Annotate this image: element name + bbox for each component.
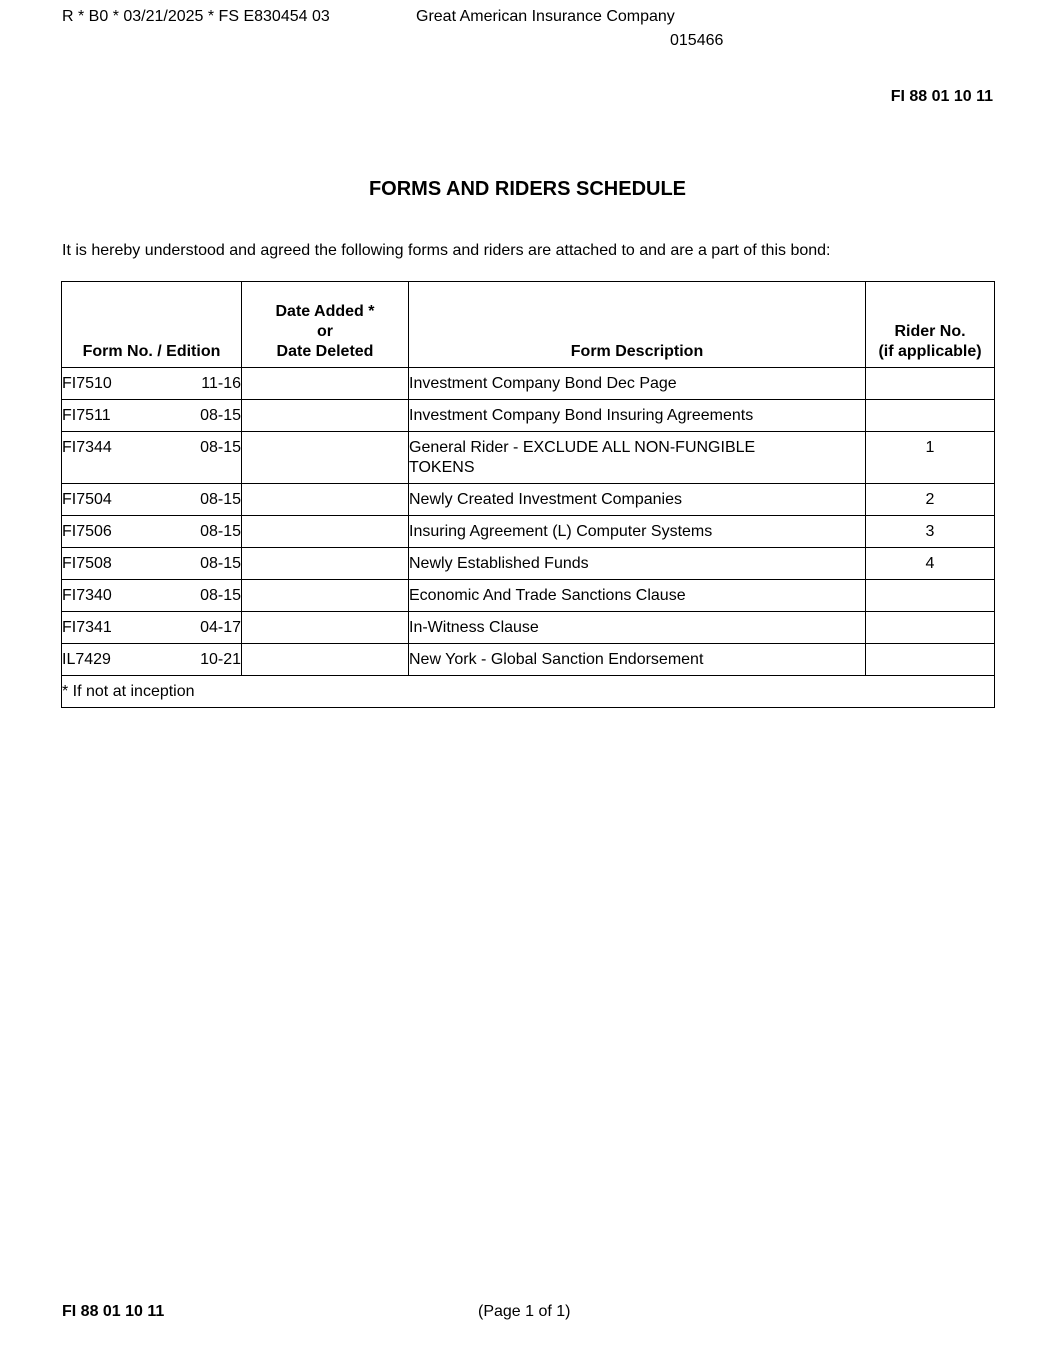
rider-number: 1 xyxy=(866,432,995,484)
header-form-code: FI 88 01 10 11 xyxy=(890,88,993,105)
date-cell xyxy=(242,400,409,432)
table-row xyxy=(62,400,995,432)
form-description: In-Witness Clause xyxy=(409,612,866,644)
form-number: FI7340 xyxy=(62,587,112,604)
header-date xyxy=(242,282,409,368)
form-edition: 08-15 xyxy=(200,555,241,572)
form-edition: 10-21 xyxy=(200,651,241,668)
rider-number xyxy=(866,400,995,432)
date-cell xyxy=(242,548,409,580)
form-edition-cell xyxy=(62,516,242,548)
form-description: Insuring Agreement (L) Computer Systems xyxy=(409,516,866,548)
form-edition: 04-17 xyxy=(200,619,241,636)
header-rider-line1: Rider No. xyxy=(894,323,966,340)
intro-text: It is hereby understood and agreed the following forms and riders are attached to and are a part of this bond: xyxy=(62,242,831,259)
date-cell xyxy=(242,368,409,400)
footer-form-code: FI 88 01 10 11 xyxy=(62,1303,165,1320)
footnote: * If not at inception xyxy=(62,676,995,708)
rider-number xyxy=(866,644,995,676)
form-edition: 08-15 xyxy=(200,439,241,456)
rider-number xyxy=(866,612,995,644)
header-date-line1: Date Added * xyxy=(275,303,375,320)
form-number: FI7504 xyxy=(62,491,112,508)
form-edition: 08-15 xyxy=(200,491,241,508)
rider-number: 2 xyxy=(866,484,995,516)
date-cell xyxy=(242,612,409,644)
date-cell xyxy=(242,644,409,676)
forms-riders-table xyxy=(61,281,995,708)
form-number: FI7511 xyxy=(62,407,111,424)
table-row xyxy=(62,368,995,400)
table-row xyxy=(62,548,995,580)
form-edition-cell xyxy=(62,432,242,484)
document-number: 015466 xyxy=(670,32,724,49)
form-number: FI7344 xyxy=(62,439,112,456)
date-cell xyxy=(242,580,409,612)
tracking-line: R * B0 * 03/21/2025 * FS E830454 03 xyxy=(62,8,330,25)
rider-number xyxy=(866,368,995,400)
form-description: Investment Company Bond Dec Page xyxy=(409,368,866,400)
form-number: FI7506 xyxy=(62,523,112,540)
table-row xyxy=(62,612,995,644)
date-cell xyxy=(242,516,409,548)
form-description: Newly Created Investment Companies xyxy=(409,484,866,516)
table-row xyxy=(62,580,995,612)
form-edition: 08-15 xyxy=(200,587,241,604)
footnote-row xyxy=(62,676,995,708)
table-row xyxy=(62,484,995,516)
form-description: New York - Global Sanction Endorsement xyxy=(409,644,866,676)
table-row xyxy=(62,516,995,548)
form-edition-cell xyxy=(62,368,242,400)
form-edition-cell xyxy=(62,548,242,580)
form-description: Economic And Trade Sanctions Clause xyxy=(409,580,866,612)
form-edition: 08-15 xyxy=(200,407,241,424)
date-cell xyxy=(242,484,409,516)
form-edition-cell xyxy=(62,644,242,676)
form-edition-cell xyxy=(62,612,242,644)
page-title: FORMS AND RIDERS SCHEDULE xyxy=(368,178,687,200)
header-date-line2: or xyxy=(317,323,333,340)
header-rider-line2: (if applicable) xyxy=(878,343,982,360)
form-description: Investment Company Bond Insuring Agreements xyxy=(409,400,866,432)
form-number: IL7429 xyxy=(62,651,111,668)
table-row xyxy=(62,644,995,676)
date-cell xyxy=(242,432,409,484)
page-indicator: (Page 1 of 1) xyxy=(478,1303,571,1320)
rider-number: 3 xyxy=(866,516,995,548)
rider-number: 4 xyxy=(866,548,995,580)
form-description: Newly Established Funds xyxy=(409,548,866,580)
form-number: FI7508 xyxy=(62,555,112,572)
form-number: FI7341 xyxy=(62,619,112,636)
form-edition-cell xyxy=(62,580,242,612)
form-number: FI7510 xyxy=(62,375,112,392)
header-rider xyxy=(866,282,995,368)
header-form-edition: Form No. / Edition xyxy=(62,282,242,368)
table-header-row xyxy=(62,282,995,368)
form-edition: 11-16 xyxy=(201,375,241,392)
header-date-line3: Date Deleted xyxy=(276,343,374,360)
company-name: Great American Insurance Company xyxy=(416,8,675,25)
form-edition-cell xyxy=(62,484,242,516)
table-row xyxy=(62,432,995,484)
rider-number xyxy=(866,580,995,612)
form-edition: 08-15 xyxy=(200,523,241,540)
header-description: Form Description xyxy=(409,282,866,368)
form-description: General Rider - EXCLUDE ALL NON-FUNGIBLE TOKENS xyxy=(409,432,866,484)
form-edition-cell xyxy=(62,400,242,432)
